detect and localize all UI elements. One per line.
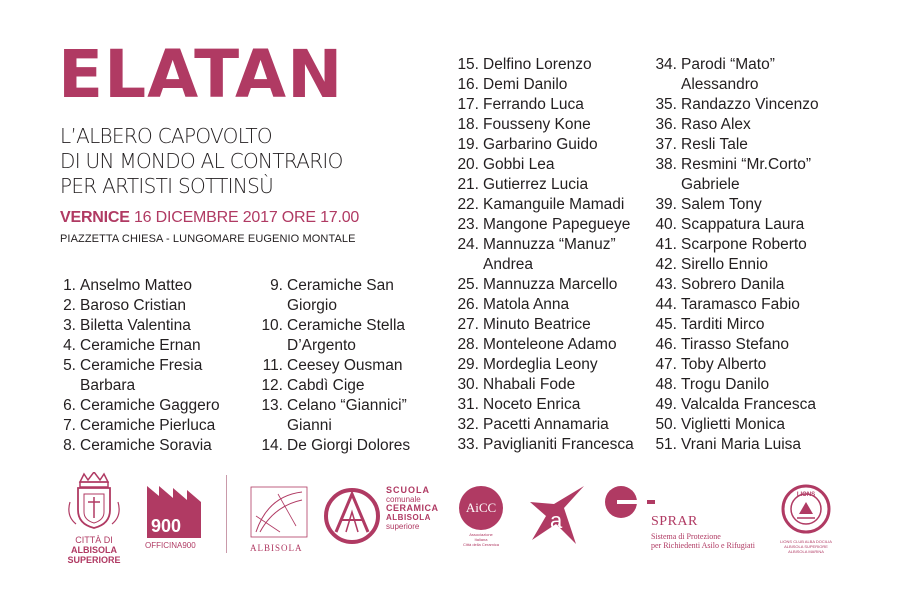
artist-entry xyxy=(456,375,634,395)
aicc-mark xyxy=(459,486,503,530)
artist-name: De Giorgi Dolores xyxy=(287,437,411,454)
artist-name: Biletta Valentina xyxy=(80,317,191,334)
artist-name: Anselmo Matteo xyxy=(80,277,192,294)
subtitle-line: PER ARTISTI SOTTINSÙ xyxy=(60,174,274,198)
crest-line: SUPERIORE xyxy=(67,555,121,565)
artist-entry xyxy=(456,115,634,135)
artist-number: 46. xyxy=(655,336,677,353)
artist-name: Viglietti Monica xyxy=(681,416,785,433)
svg-text:a: a xyxy=(550,508,563,533)
artist-entry xyxy=(260,436,410,456)
star-logo xyxy=(528,484,586,551)
lions-caption: LIONS CLUB ALBA DOCILIA xyxy=(780,539,832,544)
artist-number: 44. xyxy=(655,296,677,313)
artist-entry xyxy=(260,356,410,376)
artist-entry xyxy=(260,276,410,296)
artist-entry xyxy=(60,356,220,376)
sponsor-logos xyxy=(0,470,898,570)
artist-number: 24. xyxy=(457,236,479,253)
artist-number: 22. xyxy=(457,196,479,213)
artist-number: 10. xyxy=(261,317,283,334)
artist-name: Baroso Cristian xyxy=(80,297,186,314)
svg-text:900: 900 xyxy=(151,516,182,536)
artist-entry xyxy=(60,296,220,316)
artist-number xyxy=(654,175,677,195)
artist-number: 41. xyxy=(655,236,677,253)
scuola-line: CERAMICA xyxy=(386,503,439,513)
artist-name: Ceramiche Soravia xyxy=(80,437,212,454)
artist-number: 51. xyxy=(655,436,677,453)
artist-name: Mangone Papegueye xyxy=(483,216,631,233)
artist-number: 7. xyxy=(63,417,76,434)
artist-number: 32. xyxy=(457,416,479,433)
artist-entry xyxy=(654,415,819,435)
artist-number: 4. xyxy=(63,337,76,354)
artist-name: Valcalda Francesca xyxy=(681,396,816,413)
artist-name: Mannuzza “Manuz” xyxy=(483,236,616,253)
artist-entry-continuation xyxy=(260,296,410,316)
artist-entry xyxy=(654,315,819,335)
artist-number: 50. xyxy=(655,416,677,433)
artist-name: Parodi “Mato” xyxy=(681,56,775,73)
artist-number: 23. xyxy=(457,216,479,233)
artist-name: Ferrando Luca xyxy=(483,96,584,113)
artist-number: 37. xyxy=(655,136,677,153)
artist-name: Ceramiche San xyxy=(287,277,394,294)
artist-number: 49. xyxy=(655,396,677,413)
artist-number: 40. xyxy=(655,216,677,233)
artist-entry xyxy=(456,395,634,415)
artist-entry xyxy=(260,376,410,396)
artist-name: Celano “Giannici” xyxy=(287,397,407,414)
artist-number: 31. xyxy=(457,396,479,413)
artist-number: 33. xyxy=(457,436,479,453)
artist-name: Demi Danilo xyxy=(483,76,568,93)
artist-number: 18. xyxy=(457,116,479,133)
lions-logo xyxy=(774,484,838,554)
artist-number: 38. xyxy=(655,156,677,173)
artist-name: Nhabali Fode xyxy=(483,376,576,393)
aicc-caption: Italiana xyxy=(474,537,488,542)
scuola-line: superiore xyxy=(386,522,420,531)
artist-name: Scappatura Laura xyxy=(681,216,805,233)
artists-column-4 xyxy=(654,55,819,455)
artist-number: 48. xyxy=(655,376,677,393)
artist-entry xyxy=(654,355,819,375)
artist-name: Resli Tale xyxy=(681,136,748,153)
artist-number: 42. xyxy=(655,256,677,273)
artist-name: Gobbi Lea xyxy=(483,156,555,173)
artist-entry xyxy=(456,135,634,155)
artist-name: Noceto Enrica xyxy=(483,396,581,413)
artist-entry xyxy=(654,215,819,235)
artist-name: Vrani Maria Luisa xyxy=(681,436,802,453)
artist-name: Resmini “Mr.Corto” xyxy=(681,156,812,173)
venue: PIAZZETTA CHIESA - LUNGOMARE EUGENIO MONTALE xyxy=(60,233,356,245)
artist-name: Ceesey Ousman xyxy=(287,357,403,374)
artist-entry xyxy=(260,316,410,336)
artist-name: Minuto Beatrice xyxy=(483,316,591,333)
artist-name: Gabriele xyxy=(681,176,740,193)
artist-name: Trogu Danilo xyxy=(681,376,770,393)
artist-name: Gutierrez Lucia xyxy=(483,176,589,193)
artist-number: 19. xyxy=(457,136,479,153)
artist-entry xyxy=(60,436,220,456)
artist-name: Taramasco Fabio xyxy=(681,296,800,313)
scuola-ceramica-logo xyxy=(322,482,447,546)
artist-entry xyxy=(456,175,634,195)
artist-entry xyxy=(456,335,634,355)
artist-number: 43. xyxy=(655,276,677,293)
artist-number: 34. xyxy=(655,56,677,73)
artist-entry xyxy=(654,395,819,415)
artist-name: Tirasso Stefano xyxy=(681,336,789,353)
artist-number: 30. xyxy=(457,376,479,393)
artist-entry xyxy=(60,276,220,296)
event-title: ELATAN xyxy=(58,36,344,113)
artist-entry xyxy=(456,435,634,455)
star-a-icon xyxy=(528,484,586,546)
opening-datetime: 16 DICEMBRE 2017 ORE 17.00 xyxy=(133,209,360,226)
artist-number xyxy=(60,376,76,396)
sprar-caption: Sistema di Protezione xyxy=(651,532,721,541)
artist-number: 15. xyxy=(457,56,479,73)
artist-entry xyxy=(60,396,220,416)
artist-entry xyxy=(654,195,819,215)
artist-number: 2. xyxy=(63,297,76,314)
artist-name: Tarditi Mirco xyxy=(681,316,765,333)
artist-name: Andrea xyxy=(483,256,533,273)
artist-number: 29. xyxy=(457,356,479,373)
crest-line: ALBISOLA xyxy=(71,545,117,555)
opening-label: VERNICE xyxy=(60,209,130,226)
artist-entry xyxy=(456,155,634,175)
artist-entry xyxy=(456,275,634,295)
albisola-superiore-logo xyxy=(60,472,128,565)
aicc-logo xyxy=(456,486,506,547)
artist-name: Sirello Ennio xyxy=(681,256,769,273)
artist-entry xyxy=(456,235,634,255)
artist-entry xyxy=(456,195,634,215)
crest-line: CITTÀ DI xyxy=(75,535,113,545)
artist-entry xyxy=(456,75,634,95)
artist-entry xyxy=(456,295,634,315)
artist-number xyxy=(260,336,283,356)
artist-entry xyxy=(654,435,819,455)
artist-entry-continuation xyxy=(60,376,220,396)
artist-name: Matola Anna xyxy=(483,296,570,313)
sprar-name: SPRAR xyxy=(651,514,698,529)
artist-name: Ceramiche Gaggero xyxy=(80,397,220,414)
albisola-mark-icon xyxy=(250,486,308,538)
artist-name: Delfino Lorenzo xyxy=(483,56,592,73)
artist-entry-continuation xyxy=(260,416,410,436)
artist-name: Salem Tony xyxy=(681,196,762,213)
artist-entry xyxy=(654,375,819,395)
artist-number: 45. xyxy=(655,316,677,333)
subtitle-line: L’ALBERO CAPOVOLTO xyxy=(60,124,272,148)
artist-name: Monteleone Adamo xyxy=(483,336,617,353)
artist-number xyxy=(456,255,479,275)
artist-number: 35. xyxy=(655,96,677,113)
scuola-line: SCUOLA xyxy=(386,485,430,495)
artist-entry-continuation xyxy=(654,175,819,195)
artist-entry xyxy=(60,316,220,336)
artist-number: 39. xyxy=(655,196,677,213)
artist-number: 14. xyxy=(261,437,283,454)
artist-number: 13. xyxy=(261,397,283,414)
artist-entry xyxy=(654,155,819,175)
artist-name: Mannuzza Marcello xyxy=(483,276,618,293)
artist-entry xyxy=(456,215,634,235)
artist-entry xyxy=(654,235,819,255)
artist-entry xyxy=(654,115,819,135)
artist-name: Barbara xyxy=(80,377,136,394)
artist-entry xyxy=(456,415,634,435)
aicc-caption: Associazione xyxy=(469,532,493,537)
artist-name: Sobrero Danila xyxy=(681,276,785,293)
artist-entry-continuation xyxy=(654,75,819,95)
opening-date xyxy=(60,209,359,227)
artist-number: 20. xyxy=(457,156,479,173)
artist-number xyxy=(260,416,283,436)
artist-name: Ceramiche Fresia xyxy=(80,357,203,374)
artist-entry xyxy=(456,55,634,75)
albisola-caption: ALBISOLA xyxy=(250,543,303,553)
artist-entry xyxy=(60,336,220,356)
artist-number: 27. xyxy=(457,316,479,333)
sprar-caption: per Richiedenti Asilo e Rifugiati xyxy=(651,541,755,550)
artist-number: 12. xyxy=(261,377,283,394)
artist-name: Ceramiche Pierluca xyxy=(80,417,216,434)
artist-number: 25. xyxy=(457,276,479,293)
artist-name: Alessandro xyxy=(681,76,759,93)
artists-column-1 xyxy=(60,276,220,456)
artist-name: Paviglianiti Francesca xyxy=(483,436,634,453)
artist-number: 28. xyxy=(457,336,479,353)
aicc-text: AiCC xyxy=(465,500,497,515)
artist-number xyxy=(654,75,677,95)
artist-name: Fousseny Kone xyxy=(483,116,591,133)
artist-name: Giorgio xyxy=(287,297,337,314)
artist-name: Kamanguile Mamadi xyxy=(483,196,625,213)
artist-entry xyxy=(654,95,819,115)
artist-number xyxy=(260,296,283,316)
artist-name: Toby Alberto xyxy=(681,356,767,373)
artist-name: Raso Alex xyxy=(681,116,751,133)
artist-name: Ceramiche Stella xyxy=(287,317,406,334)
artist-entry xyxy=(60,416,220,436)
artist-name: Pacetti Annamaria xyxy=(483,416,609,433)
scuola-mark-icon xyxy=(322,482,384,546)
artist-entry xyxy=(456,95,634,115)
scuola-line: comunale xyxy=(386,495,421,504)
scuola-line: ALBISOLA xyxy=(386,513,431,522)
lions-ring-text: LIONS xyxy=(796,492,816,498)
artist-entry xyxy=(654,55,819,75)
artist-name: Gianni xyxy=(287,417,332,434)
artist-entry xyxy=(654,295,819,315)
artist-entry-continuation xyxy=(456,255,634,275)
artist-name: Randazzo Vincenzo xyxy=(681,96,819,113)
artist-name: Cabdì Cige xyxy=(287,377,365,394)
artist-number: 6. xyxy=(63,397,76,414)
factory-icon xyxy=(145,484,203,538)
artist-name: Mordeglia Leony xyxy=(483,356,598,373)
albisola-logo xyxy=(250,486,310,553)
artist-number: 17. xyxy=(457,96,479,113)
artist-entry xyxy=(654,335,819,355)
artist-number: 47. xyxy=(655,356,677,373)
artist-number: 16. xyxy=(457,76,479,93)
artist-entry xyxy=(456,355,634,375)
artist-number: 5. xyxy=(63,357,76,374)
aicc-caption: Città della Ceramica xyxy=(462,542,499,547)
artist-entry xyxy=(654,275,819,295)
subtitle-line: DI UN MONDO AL CONTRARIO xyxy=(60,149,343,173)
artist-entry xyxy=(654,135,819,155)
lions-caption: ALBISOLA MARINA xyxy=(788,549,824,554)
artist-number: 26. xyxy=(457,296,479,313)
artist-name: Ceramiche Ernan xyxy=(80,337,201,354)
artists-column-3 xyxy=(456,55,634,455)
artist-entry xyxy=(260,396,410,416)
artist-name: Garbarino Guido xyxy=(483,136,598,153)
artist-entry-continuation xyxy=(260,336,410,356)
lions-caption: ALBISOLA SUPERIORE xyxy=(784,544,828,549)
logo-divider xyxy=(226,475,227,553)
officina-caption: OFFICINA900 xyxy=(145,541,196,550)
artist-number: 11. xyxy=(262,357,283,374)
artist-number: 9. xyxy=(270,277,283,294)
artist-number: 36. xyxy=(655,116,677,133)
artist-entry xyxy=(654,255,819,275)
lions-emblem-icon xyxy=(781,484,831,534)
artist-name: D’Argento xyxy=(287,337,356,354)
sprar-logo xyxy=(603,484,763,550)
artist-number: 3. xyxy=(63,317,76,334)
artist-number: 1. xyxy=(63,277,76,294)
artist-name: Scarpone Roberto xyxy=(681,236,807,253)
event-subtitle xyxy=(60,124,343,199)
artist-number: 21. xyxy=(457,176,479,193)
artist-entry xyxy=(456,315,634,335)
officina900-logo xyxy=(145,484,215,550)
artist-number: 8. xyxy=(63,437,76,454)
artists-column-2 xyxy=(260,276,410,456)
city-crest-icon xyxy=(60,472,128,530)
